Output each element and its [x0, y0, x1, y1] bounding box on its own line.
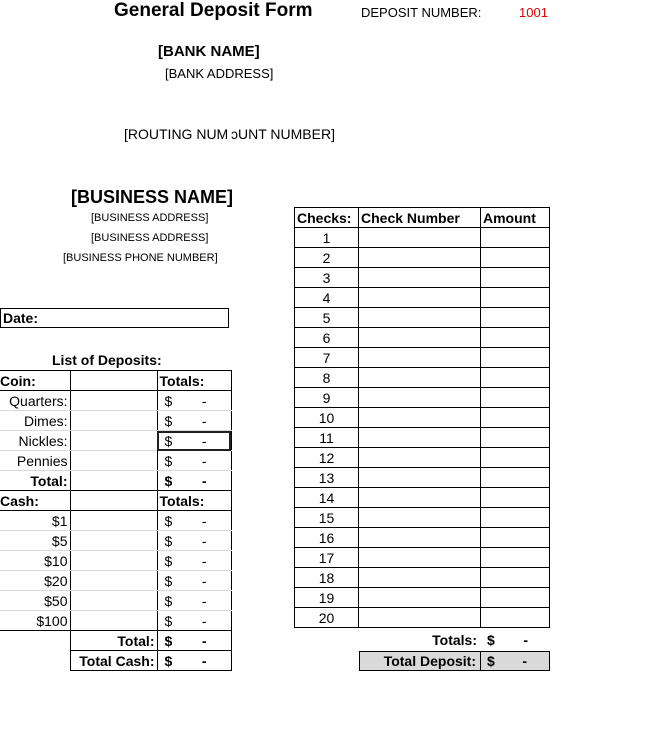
table-row [0, 531, 231, 551]
check-amount-cell[interactable] [481, 528, 550, 548]
coin-total-cell[interactable]: $ - [157, 391, 231, 411]
cash-total-cell[interactable]: $ - [157, 571, 231, 591]
cash-header: Cash: [0, 491, 70, 511]
coin-total-blank [70, 471, 157, 491]
check-amount-cell[interactable] [481, 348, 550, 368]
coin-label: Dimes: [0, 411, 70, 431]
cash-label: $10 [0, 551, 70, 571]
table-row [295, 548, 550, 568]
cash-total-row [0, 631, 231, 651]
table-row [295, 388, 550, 408]
check-amount-cell[interactable] [481, 288, 550, 308]
table-row [295, 268, 550, 288]
coin-grand-total: $ - [157, 471, 231, 491]
total-deposit-label: Total Deposit: [359, 651, 481, 671]
table-row [295, 348, 550, 368]
cash-count-cell[interactable] [70, 611, 157, 631]
table-row [295, 528, 550, 548]
check-row-number: 10 [295, 408, 359, 428]
coin-count-cell[interactable] [70, 451, 157, 471]
check-row-number: 8 [295, 368, 359, 388]
check-row-number: 6 [295, 328, 359, 348]
check-number-cell[interactable] [359, 268, 481, 288]
cash-total-cell[interactable]: $ - [157, 531, 231, 551]
bank-name[interactable]: [BANK NAME] [158, 43, 260, 60]
check-number-cell[interactable] [359, 288, 481, 308]
check-amount-cell[interactable] [481, 328, 550, 348]
cash-count-cell[interactable] [70, 511, 157, 531]
business-address-2[interactable]: [BUSINESS ADDRESS] [91, 232, 209, 244]
checks-header-row [295, 208, 550, 228]
check-amount-cell[interactable] [481, 248, 550, 268]
check-number-cell[interactable] [359, 308, 481, 328]
check-number-header: Check Number [359, 208, 481, 228]
coin-total-cell-selected[interactable]: $ - [157, 431, 231, 451]
table-row [295, 588, 550, 608]
table-row [0, 431, 231, 451]
table-row [0, 571, 231, 591]
table-row [295, 608, 550, 628]
check-amount-cell[interactable] [481, 488, 550, 508]
check-row-number: 2 [295, 248, 359, 268]
deposit-number-value[interactable]: 1001 [519, 5, 548, 20]
cash-totals-header: Totals: [157, 491, 231, 511]
check-row-number: 7 [295, 348, 359, 368]
check-row-number: 17 [295, 548, 359, 568]
check-row-number: 5 [295, 308, 359, 328]
table-row [295, 248, 550, 268]
deposits-title: List of Deposits: [52, 352, 162, 368]
cash-total-label: Total: [70, 631, 157, 651]
check-row-number: 9 [295, 388, 359, 408]
routing-account-number[interactable]: [ROUTING NUM ɔUNT NUMBER] [124, 126, 335, 142]
deposit-number-label: DEPOSIT NUMBER: [361, 5, 482, 20]
table-row [295, 368, 550, 388]
cash-header-blank [70, 491, 157, 511]
cash-label: $1 [0, 511, 70, 531]
coin-header-row [0, 371, 231, 391]
check-row-number: 14 [295, 488, 359, 508]
cash-label: $5 [0, 531, 70, 551]
coin-label: Quarters: [0, 391, 70, 411]
coin-totals-header: Totals: [157, 371, 231, 391]
coin-label: Pennies [0, 451, 70, 471]
check-row-number: 15 [295, 508, 359, 528]
check-number-cell[interactable] [359, 508, 481, 528]
cash-count-cell[interactable] [70, 551, 157, 571]
cash-total-cell[interactable]: $ - [157, 591, 231, 611]
check-row-number: 20 [295, 608, 359, 628]
coin-total-cell[interactable]: $ - [157, 451, 231, 471]
total-deposit-value: $ - [480, 651, 550, 671]
check-row-number: 3 [295, 268, 359, 288]
check-row-number: 12 [295, 448, 359, 468]
check-amount-cell[interactable] [481, 408, 550, 428]
form-title: General Deposit Form [114, 0, 313, 21]
check-row-number: 16 [295, 528, 359, 548]
table-row [0, 511, 231, 531]
table-row [0, 551, 231, 571]
check-number-cell[interactable] [359, 348, 481, 368]
table-row [295, 328, 550, 348]
check-number-cell[interactable] [359, 488, 481, 508]
total-cash-row [0, 651, 231, 671]
cash-count-cell[interactable] [70, 591, 157, 611]
check-number-cell[interactable] [359, 408, 481, 428]
check-amount-cell[interactable] [481, 508, 550, 528]
checks-totals-value: $ - [487, 632, 528, 648]
table-row [0, 391, 231, 411]
check-number-cell[interactable] [359, 448, 481, 468]
coin-label: Nickles: [0, 431, 70, 451]
table-row [295, 308, 550, 328]
business-phone[interactable]: [BUSINESS PHONE NUMBER] [63, 252, 218, 264]
check-amount-cell[interactable] [481, 268, 550, 288]
business-address-1[interactable]: [BUSINESS ADDRESS] [91, 212, 209, 224]
total-cash-label: Total Cash: [70, 651, 157, 671]
check-amount-cell[interactable] [481, 308, 550, 328]
cash-count-cell[interactable] [70, 531, 157, 551]
table-row [0, 591, 231, 611]
cash-count-cell[interactable] [70, 571, 157, 591]
coin-total-label: Total: [0, 471, 70, 491]
checks-totals-label: Totals: [432, 632, 477, 648]
check-number-cell[interactable] [359, 528, 481, 548]
cash-header-row [0, 491, 231, 511]
coin-count-cell[interactable] [70, 411, 157, 431]
coin-header-blank [70, 371, 157, 391]
check-number-cell[interactable] [359, 428, 481, 448]
check-number-cell[interactable] [359, 368, 481, 388]
table-row [295, 448, 550, 468]
cash-total-cell[interactable]: $ - [157, 551, 231, 571]
table-row [0, 411, 231, 431]
total-cash-blank-left [0, 651, 70, 671]
table-row [295, 468, 550, 488]
checks-header: Checks: [295, 208, 359, 228]
check-number-cell[interactable] [359, 568, 481, 588]
cash-label: $100 [0, 611, 70, 631]
total-cash-value: $ - [157, 651, 231, 671]
check-number-cell[interactable] [359, 468, 481, 488]
cash-total-cell[interactable]: $ - [157, 611, 231, 631]
table-row [295, 508, 550, 528]
check-amount-cell[interactable] [481, 388, 550, 408]
cash-total-blank-left [0, 631, 70, 651]
check-number-cell[interactable] [359, 608, 481, 628]
check-row-number: 13 [295, 468, 359, 488]
check-number-cell[interactable] [359, 548, 481, 568]
check-row-number: 1 [295, 228, 359, 248]
check-amount-cell[interactable] [481, 468, 550, 488]
check-amount-cell[interactable] [481, 548, 550, 568]
checks-table [294, 207, 550, 628]
check-row-number: 18 [295, 568, 359, 588]
cash-total-cell[interactable]: $ - [157, 511, 231, 531]
table-row [295, 428, 550, 448]
table-row [295, 568, 550, 588]
check-amount-cell[interactable] [481, 568, 550, 588]
deposits-table [0, 370, 232, 671]
check-amount-cell[interactable] [481, 228, 550, 248]
coin-total-cell[interactable]: $ - [157, 411, 231, 431]
coin-count-cell[interactable] [70, 391, 157, 411]
table-row [295, 288, 550, 308]
check-amount-cell[interactable] [481, 448, 550, 468]
coin-count-cell[interactable] [70, 431, 157, 451]
check-number-cell[interactable] [359, 588, 481, 608]
check-row-number: 19 [295, 588, 359, 608]
coin-total-row [0, 471, 231, 491]
check-number-cell[interactable] [359, 328, 481, 348]
cash-label: $50 [0, 591, 70, 611]
check-row-number: 11 [295, 428, 359, 448]
cash-label: $20 [0, 571, 70, 591]
table-row [295, 408, 550, 428]
bank-address[interactable]: [BANK ADDRESS] [165, 66, 274, 81]
amount-header: Amount [481, 208, 550, 228]
check-number-cell[interactable] [359, 388, 481, 408]
check-row-number: 4 [295, 288, 359, 308]
check-amount-cell[interactable] [481, 588, 550, 608]
check-amount-cell[interactable] [481, 608, 550, 628]
coin-header: Coin: [0, 371, 70, 391]
check-amount-cell[interactable] [481, 368, 550, 388]
table-row [0, 611, 231, 631]
table-row [295, 488, 550, 508]
table-row [295, 228, 550, 248]
business-name[interactable]: [BUSINESS NAME] [71, 187, 234, 207]
check-number-cell[interactable] [359, 248, 481, 268]
cash-grand-total: $ - [157, 631, 231, 651]
check-number-cell[interactable] [359, 228, 481, 248]
table-row [0, 451, 231, 471]
date-field[interactable]: Date: [0, 308, 229, 328]
check-amount-cell[interactable] [481, 428, 550, 448]
